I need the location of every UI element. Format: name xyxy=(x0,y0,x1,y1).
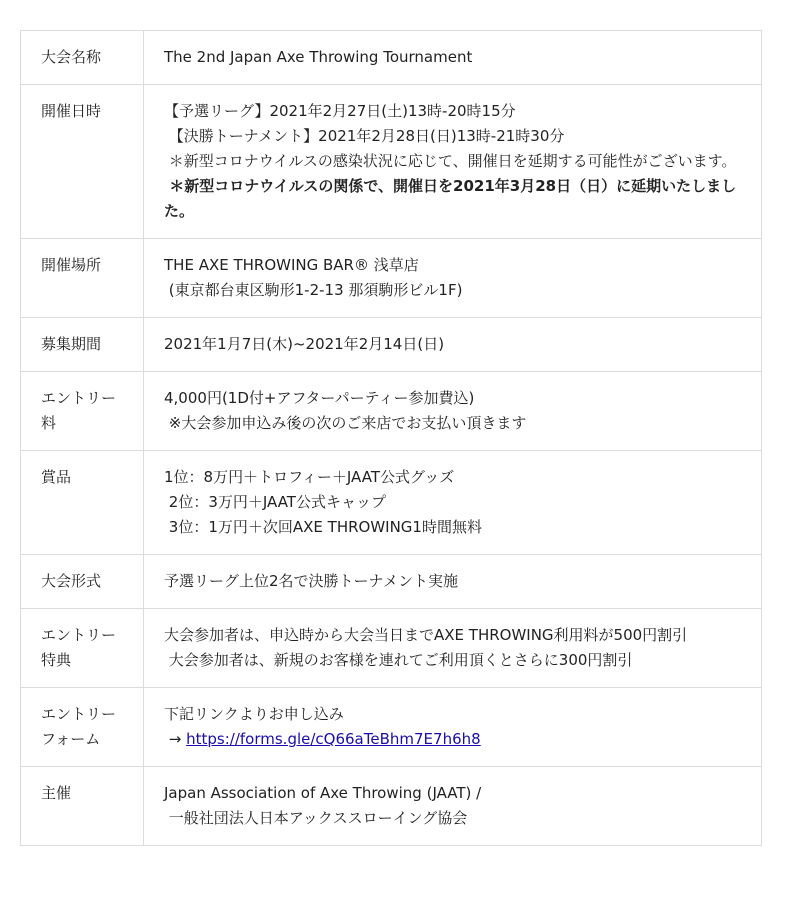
row-value-prizes xyxy=(144,451,762,555)
row-value-entry-form xyxy=(144,688,762,767)
row-label-entry-form: エントリー フォーム xyxy=(21,688,144,767)
prize-second-place: 2位：3万円＋JAAT公式キャップ xyxy=(164,493,386,511)
row-value-venue xyxy=(144,239,762,318)
prize-third-place: 3位：1万円＋次回AXE THROWING1時間無料 xyxy=(164,518,482,536)
entry-fee-amount: 4,000円(1D付+アフターパーティー参加費込) xyxy=(164,389,475,407)
tournament-format-text: 予選リーグ上位2名で決勝トーナメント実施 xyxy=(164,572,458,590)
organizer-japanese-name: 一般社団法人日本アックススローイング協会 xyxy=(164,809,468,827)
qualifier-league-schedule: 【予選リーグ】2021年2月27日(土)13時-20時15分 xyxy=(164,102,516,120)
row-label-prizes: 賞品 xyxy=(21,451,144,555)
arrow-right-icon: → xyxy=(164,730,187,748)
venue-name: THE AXE THROWING BAR® 浅草店 xyxy=(164,256,419,274)
row-value-organizer xyxy=(144,767,762,846)
postponed-date-notice: ＊新型コロナウイルスの関係で、開催日を2021年3月28日（日）に延期いたしました。 xyxy=(164,177,737,220)
table-row xyxy=(21,609,762,688)
final-tournament-schedule: 【決勝トーナメント】2021年2月28日(日)13時-21時30分 xyxy=(164,127,565,145)
row-value-format xyxy=(144,555,762,609)
table-row xyxy=(21,451,762,555)
tournament-info-table xyxy=(20,30,762,846)
row-label-organizer: 主催 xyxy=(21,767,144,846)
row-label-tournament-name: 大会名称 xyxy=(21,31,144,85)
row-value-entry-benefits xyxy=(144,609,762,688)
row-label-venue: 開催場所 xyxy=(21,239,144,318)
row-value-recruitment-period xyxy=(144,318,762,372)
row-value-date-time xyxy=(144,85,762,239)
entry-fee-payment-note: ※大会参加申込み後の次のご来店でお支払い頂きます xyxy=(164,414,527,432)
entry-form-link[interactable]: https://forms.gle/cQ66aTeBhm7E7h6h8 xyxy=(186,730,481,748)
table-row xyxy=(21,555,762,609)
tournament-name-text: The 2nd Japan Axe Throwing Tournament xyxy=(164,48,473,66)
table-row xyxy=(21,767,762,846)
table-row xyxy=(21,318,762,372)
table-row xyxy=(21,239,762,318)
table-row xyxy=(21,31,762,85)
row-value-entry-fee xyxy=(144,372,762,451)
table-row xyxy=(21,85,762,239)
row-label-entry-fee: エントリー 料 xyxy=(21,372,144,451)
row-label-entry-benefits: エントリー 特典 xyxy=(21,609,144,688)
table-row xyxy=(21,372,762,451)
recruitment-period-text: 2021年1月7日(木)~2021年2月14日(日) xyxy=(164,335,445,353)
entry-form-instruction: 下記リンクよりお申し込み xyxy=(164,705,344,723)
table-row xyxy=(21,688,762,767)
venue-address: (東京都台東区駒形1-2-13 那須駒形ビル1F) xyxy=(164,281,463,299)
benefit-usage-discount: 大会参加者は、申込時から大会当日までAXE THROWING利用料が500円割引 xyxy=(164,626,688,644)
row-label-format: 大会形式 xyxy=(21,555,144,609)
row-label-recruitment-period: 募集期間 xyxy=(21,318,144,372)
benefit-referral-discount: 大会参加者は、新規のお客様を連れてご利用頂くとさらに300円割引 xyxy=(164,651,633,669)
entry-form-link-line xyxy=(164,727,741,752)
postpone-possibility-note: ＊新型コロナウイルスの感染状況に応じて、開催日を延期する可能性がございます。 xyxy=(164,152,737,170)
row-label-date-time: 開催日時 xyxy=(21,85,144,239)
row-value-tournament-name xyxy=(144,31,762,85)
prize-first-place: 1位：8万円＋トロフィー＋JAAT公式グッズ xyxy=(164,468,455,486)
organizer-english-name: Japan Association of Axe Throwing (JAAT) / xyxy=(164,784,482,802)
